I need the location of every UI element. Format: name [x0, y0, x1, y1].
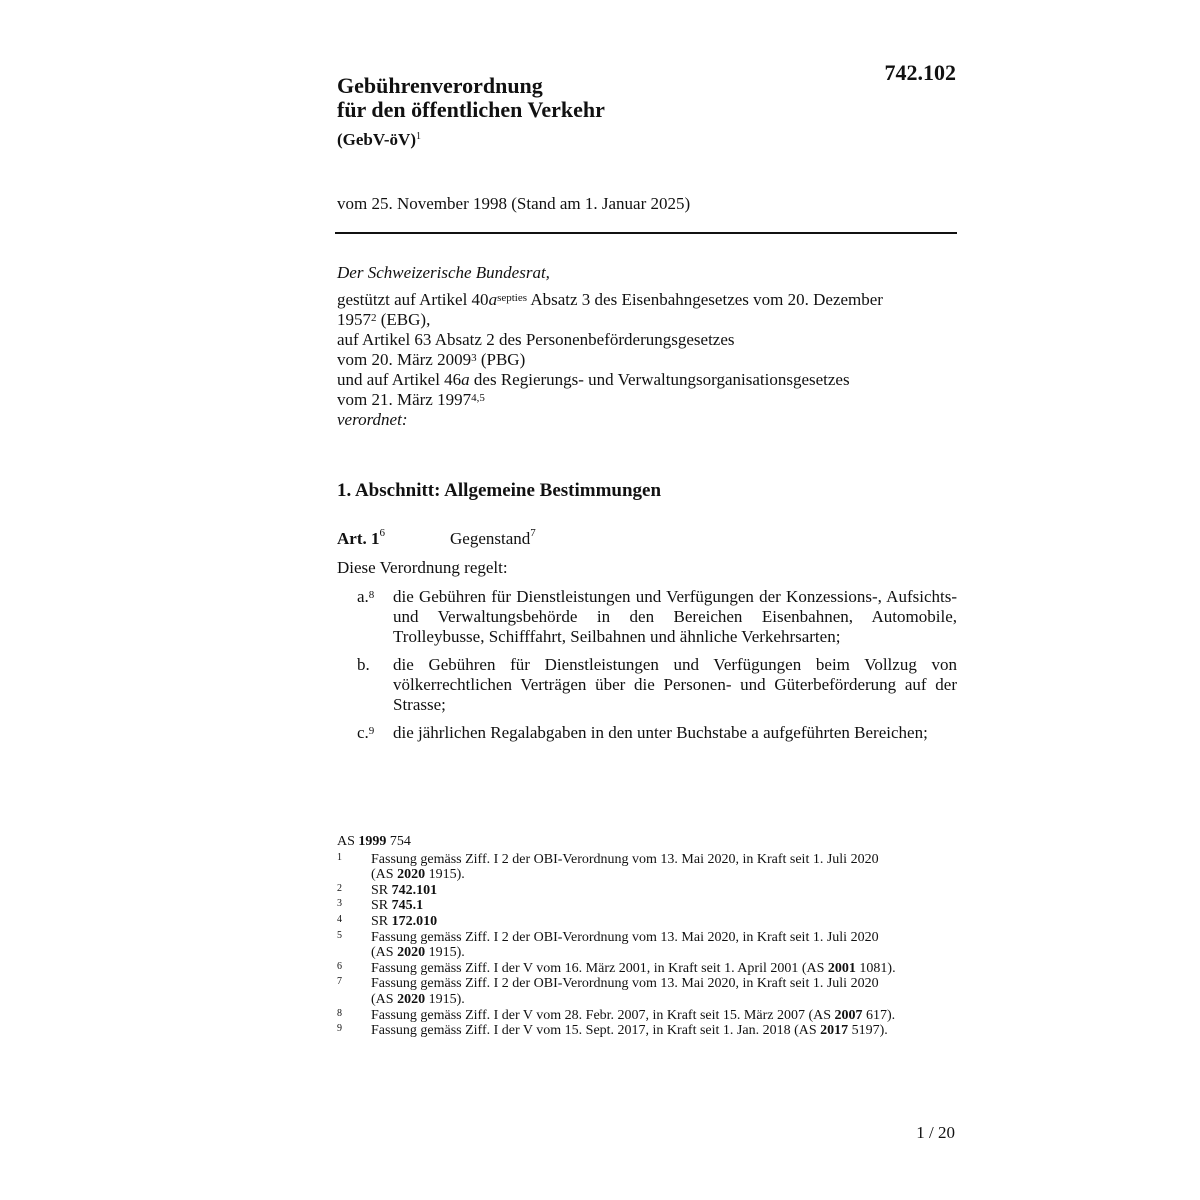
text: 2001: [827, 960, 856, 976]
title-line-2: für den öffentlichen Verkehr: [337, 97, 605, 122]
text: 742.101: [391, 882, 438, 898]
text: Fassung gemäss Ziff. I 2 der OBI-Verordnung vom 13. Mai 2020, in Kraft seit 1. Juli 2020 (AS: [371, 851, 879, 883]
text: AS: [337, 834, 359, 849]
item-letter: [337, 587, 393, 647]
footnote-number: 7: [337, 976, 342, 988]
footnote-number: 5: [337, 929, 342, 941]
text: 754: [386, 834, 411, 849]
footnote: [337, 1023, 897, 1039]
footnote-number: 2: [337, 882, 342, 894]
item-text: die jährlichen Regalabgaben in den unter Buchstabe a aufgeführten Bereichen;: [393, 723, 928, 742]
abbreviation: [337, 130, 605, 150]
preamble-line-2: [337, 310, 957, 330]
footnote-number: 9: [337, 1023, 342, 1035]
text: 2007: [834, 1007, 863, 1023]
text: a: [488, 290, 498, 309]
footnote-number: 3: [337, 898, 342, 910]
text: und auf Artikel 46: [337, 370, 462, 389]
preamble-line-5: [337, 370, 957, 390]
article-heading: [337, 529, 536, 549]
text: (PBG): [476, 350, 526, 369]
item-letter: [337, 723, 393, 743]
text: 1915).: [425, 991, 465, 1007]
text: 1999: [358, 834, 387, 849]
preamble-line-3: auf Artikel 63 Absatz 2 des Personenbeförderungsgesetzes: [337, 330, 735, 349]
list-item: [337, 655, 957, 715]
date-line: vom 25. November 1998 (Stand am 1. Januar 2025): [337, 194, 691, 213]
text: SR: [371, 913, 392, 929]
article-list: [337, 587, 957, 743]
page-number: 1 / 20: [916, 1123, 955, 1142]
item-text: die Gebühren für Dienstleistungen und Verfügungen der Konzessions-, Aufsichts- und Verwaltungsbehörde in den Bereichen Eisenbahnen, Automobile, Trolleybusse, Schifffahrt, Seilbahnen und ähnliche Verkehrsarten;: [393, 587, 957, 646]
text: (EBG),: [376, 310, 431, 329]
list-item: [337, 723, 957, 743]
text: a.: [357, 587, 369, 606]
preamble-line-4: [337, 350, 957, 370]
text: Absatz 3 des Eisenbahngesetzes vom 20. Dezember: [527, 290, 883, 309]
footnotes: [337, 834, 897, 1039]
footnote-text: [371, 914, 897, 930]
text: Art. 1: [337, 529, 380, 548]
text: 2017: [820, 1023, 849, 1039]
footnote-ref[interactable]: 2: [371, 312, 377, 324]
preamble-closing: verordnet:: [337, 410, 408, 429]
footnote: [337, 852, 897, 883]
text: 1915).: [425, 867, 465, 883]
preamble-intro: Der Schweizerische Bundesrat,: [337, 263, 550, 282]
footnote-ref[interactable]: 6: [379, 527, 385, 539]
footnote-ref[interactable]: 3: [471, 352, 477, 364]
footnote: [337, 961, 897, 977]
item-letter: [337, 655, 393, 715]
text: 617).: [862, 1007, 896, 1023]
text: des Regierungs- und Verwaltungsorganisationsgesetzes: [469, 370, 850, 389]
title-block: [337, 74, 605, 150]
footnote-text: [371, 883, 897, 899]
horizontal-rule: [335, 232, 957, 234]
text: Fassung gemäss Ziff. I der V vom 28. Febr. 2007, in Kraft seit 15. März 2007 (AS: [371, 1007, 835, 1023]
footnote-ref[interactable]: 8: [368, 589, 375, 601]
footnote-text: [371, 898, 897, 914]
footnote-text: [371, 976, 897, 1007]
article-number: [337, 529, 450, 549]
abbreviation-text: (GebV-öV): [337, 130, 416, 149]
footnote-number: 4: [337, 913, 342, 925]
footnote-ref[interactable]: 4,5: [471, 392, 485, 404]
footnote-number: 1: [337, 851, 342, 863]
footnote: [337, 914, 897, 930]
article-title: Gegenstand: [450, 529, 531, 548]
footnote-number: 6: [337, 960, 342, 972]
text: Fassung gemäss Ziff. I der V vom 16. März 2001, in Kraft seit 1. April 2001 (AS: [371, 960, 828, 976]
section-heading: 1. Abschnitt: Allgemeine Bestimmungen: [337, 480, 662, 501]
text: 172.010: [391, 913, 438, 929]
footnote: [337, 1008, 897, 1024]
footnote-ref[interactable]: 7: [530, 527, 536, 539]
text: a: [461, 370, 470, 389]
footnote: [337, 976, 897, 1007]
title-line-1: Gebührenverordnung: [337, 73, 543, 98]
text: b.: [357, 655, 370, 674]
text: 2020: [397, 991, 426, 1007]
article-lead: Diese Verordnung regelt:: [337, 558, 508, 577]
item-text: die Gebühren für Dienstleistungen und Verfügungen beim Vollzug von völkerrechtlichen Verträgen über die Personen- und Güterbeförderung auf der Strasse;: [393, 655, 957, 714]
list-item: [337, 587, 957, 647]
footnote: [337, 883, 897, 899]
text: SR: [371, 882, 392, 898]
text: 2020: [397, 867, 426, 883]
text: 2020: [397, 945, 426, 961]
footnote-text: [371, 1008, 897, 1024]
text: 1081).: [855, 960, 896, 976]
footnote-number: 8: [337, 1007, 342, 1019]
article-body: [337, 558, 957, 751]
preamble: [337, 263, 957, 430]
text: Fassung gemäss Ziff. I 2 der OBI-Verordnung vom 13. Mai 2020, in Kraft seit 1. Juli 2020 (AS: [371, 929, 879, 961]
text: c.: [357, 723, 369, 742]
footnote-text: [371, 852, 897, 883]
text: 5197).: [848, 1023, 888, 1039]
text: Fassung gemäss Ziff. I 2 der OBI-Verordnung vom 13. Mai 2020, in Kraft seit 1. Juli 2020 (AS: [371, 976, 879, 1007]
sr-number: 742.102: [884, 60, 956, 85]
footnote-ref[interactable]: 9: [368, 725, 375, 737]
footnote: [337, 898, 897, 914]
text: Fassung gemäss Ziff. I der V vom 15. Sept. 2017, in Kraft seit 1. Jan. 2018 (AS: [371, 1023, 821, 1039]
superscript: septies: [497, 292, 528, 304]
footnote-ref[interactable]: 1: [416, 131, 421, 142]
footnote-text: [371, 930, 897, 961]
text: vom 21. März 1997: [337, 390, 472, 409]
footnote-text: [371, 961, 897, 977]
footnote: [337, 930, 897, 961]
preamble-line-6: [337, 390, 957, 410]
text: vom 20. März 2009: [337, 350, 472, 369]
text: 745.1: [391, 898, 424, 914]
text: 1957: [337, 310, 371, 329]
text: gestützt auf Artikel 40: [337, 290, 489, 309]
text: SR: [371, 898, 392, 914]
text: 1915).: [425, 945, 465, 961]
footnote-as-reference: [337, 834, 897, 850]
preamble-line-1: [337, 290, 957, 310]
footnote-text: [371, 1023, 897, 1039]
